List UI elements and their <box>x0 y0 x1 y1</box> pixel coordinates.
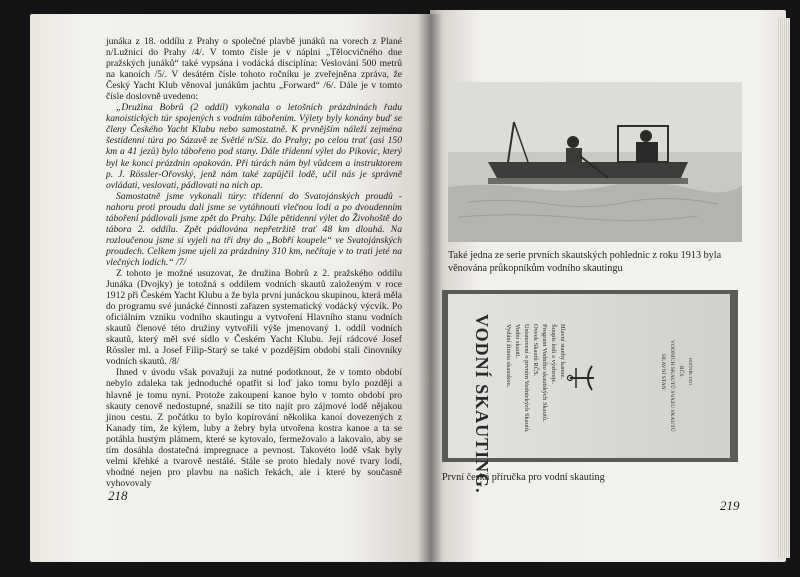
manual-publisher-line: HLAVNÍ STAN <box>660 354 666 390</box>
manual-publisher-line: RČS. <box>678 366 684 378</box>
left-page-text <box>106 36 402 489</box>
manual-title: VODNÍ SKAUTING. <box>472 314 492 494</box>
right-page-number: 219 <box>720 498 740 513</box>
paragraph: Z tohoto je možné usuzovat, že družina Bobrů z 2. pražského oddílu Junáka (Dvojky) je totožná s oddílem vodních skautů založeným v roce 1912 při Českém Yacht Klubu a že byla první junáckou skupinou, která měla do programu své junácké činnosti zařazen systematický vodácký výcvik. Po oficiálním vzniku vodního skautingu a vytvoření Hlavního stanu vodních skautů členové této družiny vytvořili výše jmenovaný 1. oddíl vodních skautů, který měl své sídlo v Českém Yacht Klubu. Její rádcové Josef Rössler ml. a Josef Filip-Starý se také v pozdějším období stali činovníky vodních skautů. /8/ <box>106 267 402 368</box>
book-gutter <box>418 14 442 562</box>
manual-publisher-line: ROČNÍK 1921 <box>688 358 693 386</box>
manual-contents-line: Vydání žinota skauskou. <box>505 324 512 388</box>
quote-paragraph: „Družina Bobrů (2 oddíl) vykonala o letošních prázdninách řadu kanoistických túr spojených s vodním tábořením. Výlety byly konány buď se členy Českého Yacht Klubu nebo samostatně. K prvnějším náleží zejména šestidenní túra po Sázavě ze Světlé n/Síz. do Prahy; po celou trať (asi 150 km a 41 jezů) bylo tábořeno pod stany. Dále třídenní výlet do Píkovic, který byl ke konci prázdnin opakován. Při túrách nám byl vůdcem a instruktorem p. J. Rössler-Ořovský, jenž nám také zapůjčil lodě, učil nás je správně ovládati, veslovati, pádlovati na nich ap. <box>106 102 402 191</box>
manual-contents-line: Vodní skauti. <box>514 324 521 359</box>
manual-contents-line: Ustanovení o prvním Vodnických Skautů. <box>523 324 530 433</box>
manual-contents-line: Hlavní stanby kanoe. <box>559 324 566 380</box>
canoe-photo-graphic <box>448 82 742 242</box>
scout-canoe-photo <box>448 82 742 242</box>
page-edges <box>778 18 790 558</box>
photo-caption: Také jedna ze serie prvních skautských pohlednic z roku 1913 byla věnována průkopníkům vodního skautingu <box>448 250 722 274</box>
paragraph: junáka z 18. oddílu z Prahy o společné plavbě junáků na vorech z Plané n/Lužnicí do Prahy /4/. V tomto čísle je v náplni „Tělocvičného dne pražských junáků“ také vypsána i vodácká disciplína: Veslování 500 metrů na kanoích /5/. V desátém čísle tohoto ročníku je zveřejněna zpráva, že Český Yacht Klub věnoval junákům jachtu „Forward“ /6/. Dále je v tomto čísle doslovně uvedeno: <box>106 36 402 103</box>
manual-contents-line: Šoupis lodí a výzbroje. <box>550 324 557 384</box>
anchor-emblem-icon <box>566 360 596 396</box>
manual-contents-line: Oveek Skautů RČS. <box>532 324 539 377</box>
manual-publisher-line: VODNÍCH SKAUTŮ SVAZU SKAUTŮ <box>669 340 675 432</box>
paragraph: Ihned v úvodu však považuji za nutné podotknout, že v tomto období nebylo zdaleka tak jednoduché opatřit si loď jako tomu bylo později a hlavně je tomu nyní. Protože zakoupení kanoe bylo v tomto období pro skauty cenově nedostupné, snažili se tito najít pro zájmové lodě nějakou jinou cestu. Z počátku to bylo kopírování několika kanoí dovezených z Kanady tím, že kýlem, luby a žebry byla utvořena kostra kanoe a ta se potáhla hustým plátnem, které se kytovalo, fermežovalo a lakovalo, aby se tím dosáhla dostatečná impregnace a pevnost. Takovéto lodě však byly velmi křehké a tvarově nestálé. Stále se proto hledaly nové tvary lodí, vhodné nejen pro plavbu na našich řekách, ale i které by současně vyhovovaly <box>106 367 402 489</box>
quote-paragraph: Samostatně jsme vykonali túry: třídenní do Svatojánských proudů - nahoru proti proudu dali jsme se vytáhnouti vlečnou lodí a po dvoudenním táboření pádlovali jsme zpět do Prahy. Dále pětidenní výlet do Živohoště do tábora 2. oddílu. Zpět pádlována nepřetržitě trať 48 km dlouhá. Na rozloučenou jsme si vyjeli na tři dny do „Bobří koupele“ ve Svatojánských proudech. Celkem jsme ujeli za prázdniny 310 km, nečítaje v to trati jeté na vlečných lodích.“ /7/ <box>106 190 402 268</box>
manual-caption: První česká příručka pro vodní skauting <box>442 472 605 483</box>
left-page-number: 218 <box>108 488 128 503</box>
manual-contents-line: Program Vodního skautských Skautů. <box>541 324 548 422</box>
